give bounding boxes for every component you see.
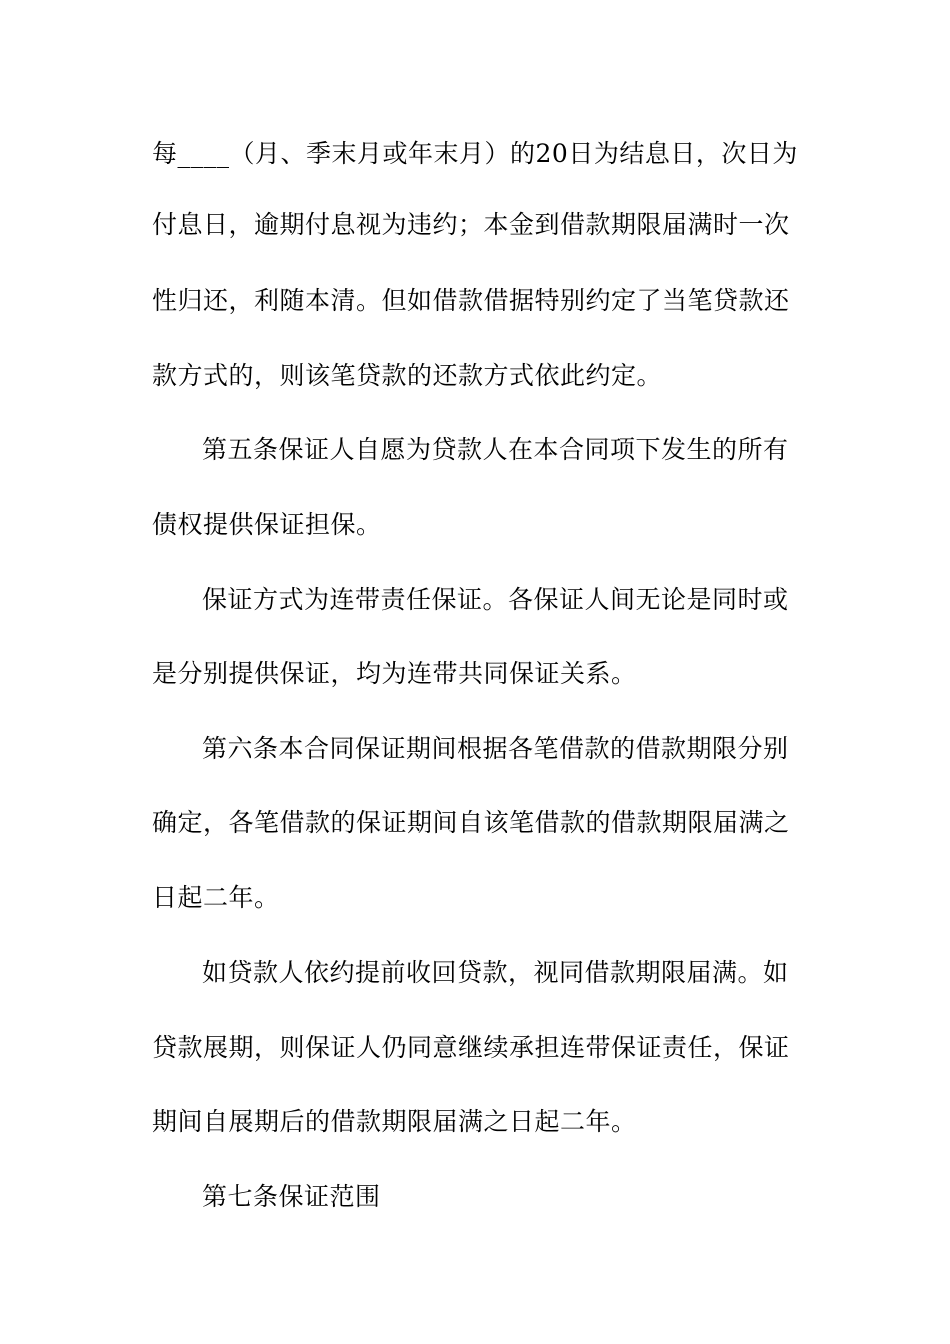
- text-line: 款方式的，则该笔贷款的还款方式依此约定。: [152, 361, 663, 390]
- paragraph-first-line: 第六条本合同保证期间根据各笔借款的借款期限分别: [202, 734, 789, 763]
- paragraph-first-line: 第五条保证人自愿为贷款人在本合同项下发生的所有: [202, 435, 789, 464]
- text-line: 债权提供保证担保。: [152, 510, 382, 539]
- text-line: 性归还，利随本清。但如借款借据特别约定了当笔贷款还: [152, 286, 790, 315]
- text-line: 日起二年。: [152, 883, 280, 912]
- section-heading: 第七条保证范围: [202, 1182, 381, 1211]
- paragraph-first-line: 如贷款人依约提前收回贷款，视同借款期限届满。如: [202, 958, 789, 987]
- text-line: 确定，各笔借款的保证期间自该笔借款的借款期限届满之: [152, 808, 790, 837]
- text-line: 期间自展期后的借款期限届满之日起二年。: [152, 1107, 637, 1136]
- text-line: 贷款展期，则保证人仍同意继续承担连带保证责任，保证: [152, 1033, 790, 1062]
- text-line: 付息日，逾期付息视为违约；本金到借款期限届满时一次: [152, 210, 790, 239]
- paragraph-first-line: 保证方式为连带责任保证。各保证人间无论是同时或: [202, 585, 789, 614]
- text-line: 每____（月、季末月或年末月）的20日为结息日，次日为: [152, 139, 798, 168]
- text-line: 是分别提供保证，均为连带共同保证关系。: [152, 659, 637, 688]
